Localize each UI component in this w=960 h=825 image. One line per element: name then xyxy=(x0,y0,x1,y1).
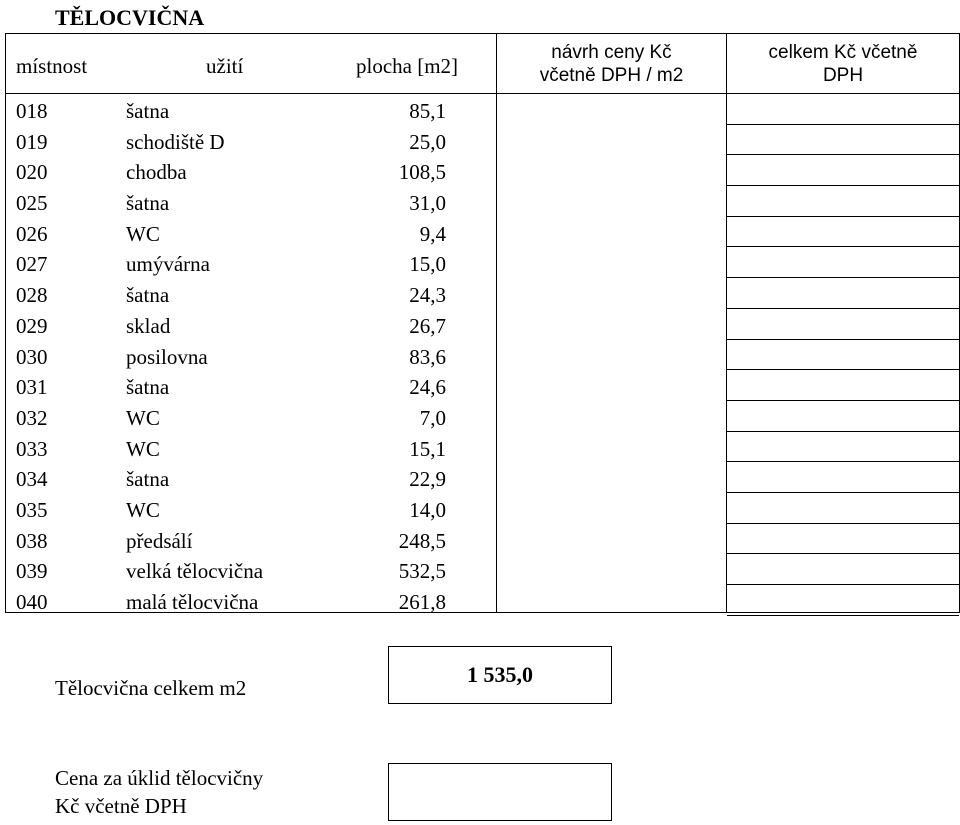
header-navrh-line2: včetně DPH / m2 xyxy=(539,64,684,86)
room-area: 85,1 xyxy=(409,99,446,123)
total-price-cell[interactable] xyxy=(727,155,959,186)
room-area: 15,1 xyxy=(409,436,446,461)
total-price-cells xyxy=(727,94,959,616)
room-number: 032 xyxy=(16,405,48,430)
room-use: šatna xyxy=(126,467,170,492)
cleaning-price-field[interactable] xyxy=(388,763,612,821)
room-use: WC xyxy=(126,497,160,522)
page-title: TĚLOCVIČNA xyxy=(55,5,205,30)
table-row xyxy=(6,495,496,526)
table-row xyxy=(6,249,496,280)
table-row xyxy=(6,556,496,587)
header-celkem-line2: DPH xyxy=(822,64,864,86)
room-use: umývárna xyxy=(126,252,210,277)
total-area-value: 1 535,0 xyxy=(388,646,612,704)
header-celkem xyxy=(727,34,959,94)
room-area: 261,8 xyxy=(398,590,446,614)
room-use: šatna xyxy=(126,99,170,123)
room-use: šatna xyxy=(126,375,170,400)
room-number: 026 xyxy=(16,221,48,246)
room-use: šatna xyxy=(126,283,170,308)
table-row xyxy=(6,434,496,465)
room-use: posilovna xyxy=(126,344,208,369)
room-area: 26,7 xyxy=(409,313,446,338)
room-number: 038 xyxy=(16,528,48,553)
room-number: 019 xyxy=(16,129,48,154)
room-number: 029 xyxy=(16,313,48,338)
table-row xyxy=(6,342,496,373)
room-number: 034 xyxy=(16,467,48,492)
total-price-cell[interactable] xyxy=(727,278,959,309)
room-area: 24,6 xyxy=(409,375,446,400)
table-row xyxy=(6,372,496,403)
total-area-label: Tělocvična celkem m2 xyxy=(55,676,247,700)
header-navrh-line1: návrh ceny Kč xyxy=(551,41,672,63)
room-area: 108,5 xyxy=(398,160,446,185)
room-use: velká tělocvična xyxy=(126,559,264,584)
room-number: 035 xyxy=(16,497,48,522)
cleaning-price-label xyxy=(55,764,355,820)
table-row xyxy=(6,587,496,618)
table-row xyxy=(6,188,496,219)
total-price-cell[interactable] xyxy=(727,217,959,248)
header-navrh-ceny xyxy=(497,34,726,94)
room-number: 040 xyxy=(16,590,48,614)
cleaning-price-label-line2: Kč včetně DPH xyxy=(55,794,187,818)
table-row xyxy=(6,403,496,434)
room-area: 24,3 xyxy=(409,283,446,308)
room-number: 028 xyxy=(16,283,48,308)
room-number: 030 xyxy=(16,344,48,369)
total-price-cell[interactable] xyxy=(727,309,959,340)
total-price-column xyxy=(726,33,960,613)
room-number: 020 xyxy=(16,160,48,185)
room-use: předsálí xyxy=(126,528,193,553)
total-price-cell[interactable] xyxy=(727,462,959,493)
total-price-cell[interactable] xyxy=(727,554,959,585)
room-area: 14,0 xyxy=(409,497,446,522)
room-area: 31,0 xyxy=(409,191,446,216)
room-number: 031 xyxy=(16,375,48,400)
header-celkem-line1: celkem Kč včetně xyxy=(768,41,918,63)
table-row xyxy=(6,311,496,342)
table-rows xyxy=(6,96,496,618)
room-number: 018 xyxy=(16,99,48,123)
room-area: 532,5 xyxy=(398,559,446,584)
total-price-cell[interactable] xyxy=(727,247,959,278)
room-use: malá tělocvična xyxy=(126,590,259,614)
room-use: WC xyxy=(126,221,160,246)
header-uziti: užití xyxy=(206,54,244,78)
table-row xyxy=(6,526,496,557)
room-area: 83,6 xyxy=(409,344,446,369)
total-price-cell[interactable] xyxy=(727,94,959,125)
total-price-cell[interactable] xyxy=(727,186,959,217)
price-per-m2-column xyxy=(496,33,727,613)
room-use: chodba xyxy=(126,160,187,185)
table-row xyxy=(6,219,496,250)
room-area: 7,0 xyxy=(419,405,446,430)
header-mistnost: místnost xyxy=(16,54,88,78)
total-price-cell[interactable] xyxy=(727,585,959,616)
room-use: WC xyxy=(126,405,160,430)
room-use: schodiště D xyxy=(126,129,225,154)
cleaning-price-label-line1: Cena za úklid tělocvičny xyxy=(55,766,264,790)
room-area: 248,5 xyxy=(398,528,446,553)
table-row xyxy=(6,464,496,495)
room-use: WC xyxy=(126,436,160,461)
total-price-cell[interactable] xyxy=(727,401,959,432)
total-price-cell[interactable] xyxy=(727,493,959,524)
total-price-cell[interactable] xyxy=(727,340,959,371)
room-area: 15,0 xyxy=(409,252,446,277)
room-number: 033 xyxy=(16,436,48,461)
total-price-cell[interactable] xyxy=(727,524,959,555)
room-area: 22,9 xyxy=(409,467,446,492)
room-area: 25,0 xyxy=(409,129,446,154)
total-price-cell[interactable] xyxy=(727,125,959,156)
room-number: 039 xyxy=(16,559,48,584)
total-price-cell[interactable] xyxy=(727,370,959,401)
table-row xyxy=(6,280,496,311)
table-row xyxy=(6,157,496,188)
total-price-cell[interactable] xyxy=(727,432,959,463)
table-row xyxy=(6,127,496,158)
room-number: 027 xyxy=(16,252,48,277)
room-use: šatna xyxy=(126,191,170,216)
header-plocha: plocha [m2] xyxy=(356,54,459,78)
room-list-block xyxy=(5,33,497,613)
table-row xyxy=(6,96,496,127)
room-area: 9,4 xyxy=(419,221,446,246)
room-use: sklad xyxy=(126,313,171,338)
room-number: 025 xyxy=(16,191,48,216)
table-header xyxy=(6,34,496,94)
